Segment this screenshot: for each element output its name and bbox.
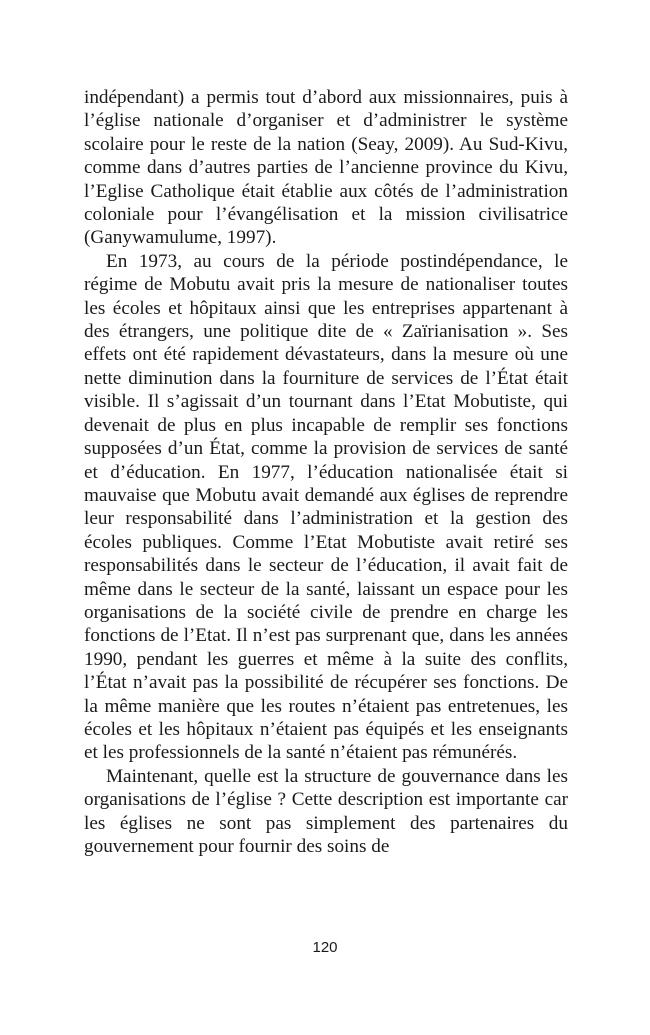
paragraph-2: En 1973, au cours de la période postindépendance, le régime de Mobutu avait pris la mesure de nationaliser toutes les écoles et hôpitaux ainsi que les entreprises appartenant à des étrangers, une politique dite de « Zaïrianisation ». Ses effets ont été rapidement dévastateurs, dans la mesure où une nette diminution dans la fourniture de services de l’État était visible. Il s’agissait d’un tournant dans l’Etat Mobutiste, qui devenait de plus en plus incapable de remplir ses fonctions supposées d’un État, comme la provision de services de santé et d’éducation. En 1977, l’éducation nationalisée était si mauvaise que Mobutu avait demandé aux églises de reprendre leur responsabilité dans l’administration et la gestion des écoles publiques. Comme l’Etat Mobutiste avait retiré ses responsabilités dans le secteur de l’éducation, il avait fait de même dans le secteur de la santé, laissant un espace pour les organisations de la société civile de prendre en charge les fonctions de l’Etat. Il n’est pas surprenant que, dans les années 1990, pendant les guerres et même à la suite des conflits, l’État n’avait pas la possibilité de récupérer ses fonctions. De la même manière que les routes n’étaient pas entretenues, les écoles et les hôpitaux n’étaient pas équipés et les enseignants et les professionnels de la santé n’étaient pas rémunérés.: [84, 250, 568, 764]
page-number: 120: [312, 939, 338, 956]
page-body: [84, 86, 568, 858]
paragraph-1: indépendant) a permis tout d’abord aux missionnaires, puis à l’église nationale d’organiser et d’administrer le système scolaire pour le reste de la nation (Seay, 2009). Au Sud-Kivu, comme dans d’autres parties de l’ancienne province du Kivu, l’Eglise Catholique était établie aux côtés de l’administration coloniale pour l’évangélisation et la mission civilisatrice (Ganywamulume, 1997).: [84, 87, 568, 249]
paragraph-3: Maintenant, quelle est la structure de gouvernance dans les organisations de l’église ? Cette description est importante car les églises ne sont pas simplement des partenaires du gouvernement pour fournir des soins de: [84, 765, 568, 857]
